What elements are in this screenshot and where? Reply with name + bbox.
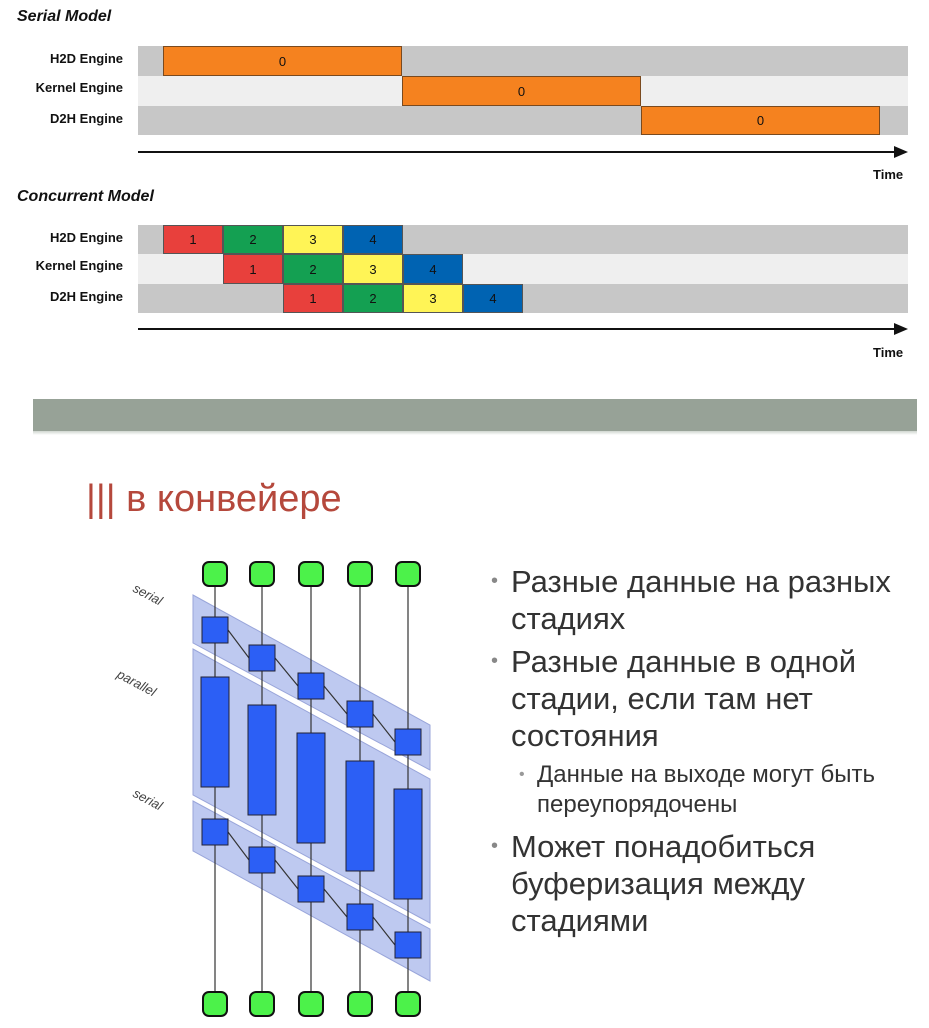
output-node-3 [299,992,323,1016]
serial-bottom-node-2 [249,847,275,873]
parallel-node-2 [248,705,276,815]
concurrent-time-label: Time [873,345,904,360]
serial-top-label: serial [130,580,166,609]
bullet-list [491,563,911,945]
serial-top-node-1 [202,617,228,643]
serial-kernel-label: Kernel Engine [35,80,123,95]
concurrent-h2d-label: H2D Engine [50,230,123,245]
concurrent-task-2-2: 2 [283,254,343,284]
parallel-node-4 [346,761,374,871]
bullet-dot-2: • [491,650,499,672]
parallel-node-3 [297,733,325,843]
concurrent-d2h-label: D2H Engine [50,289,123,304]
input-node-4 [348,562,372,586]
concurrent-task-1-3: 3 [283,225,343,254]
pipeline-diagram [100,555,440,1025]
slide-header-bar [33,399,917,431]
serial-time-arrow [894,146,908,158]
concurrent-task-3-4: 4 [463,284,523,313]
serial-task-3: 0 [641,106,880,135]
sub-bullet-dot-1: • [519,766,525,783]
concurrent-kernel-label: Kernel Engine [35,258,123,273]
concurrent-task-1-1: 1 [163,225,223,254]
serial-task-2: 0 [402,76,641,106]
slide-title: ||| в конвейере [86,478,342,520]
serial-bottom-node-4 [347,904,373,930]
concurrent-time-axis [138,328,896,330]
serial-top-node-3 [298,673,324,699]
slide-header-shadow [33,431,917,435]
concurrent-task-1-2: 2 [223,225,283,254]
serial-time-label: Time [873,167,904,182]
bullet-3 [491,828,911,939]
input-node-1 [203,562,227,586]
concurrent-task-1-4: 4 [343,225,403,254]
sub-bullet-1-text: Данные на выходе могут быть переупорядочены [537,761,875,818]
output-node-2 [250,992,274,1016]
concurrent-task-2-1: 1 [223,254,283,284]
input-node-3 [299,562,323,586]
serial-task-1: 0 [163,46,402,76]
serial-bottom-label: serial [130,785,166,814]
serial-bottom-node-3 [298,876,324,902]
concurrent-time-arrow [894,323,908,335]
concurrent-task-2-3: 3 [343,254,403,284]
bullet-2 [491,643,911,754]
sub-bullet-1 [491,760,911,820]
serial-bottom-node-5 [395,932,421,958]
serial-top-node-4 [347,701,373,727]
output-node-4 [348,992,372,1016]
serial-bottom-node-1 [202,819,228,845]
input-node-5 [396,562,420,586]
parallel-label: parallel [114,666,159,700]
concurrent-task-3-1: 1 [283,284,343,313]
serial-top-node-5 [395,729,421,755]
serial-top-node-2 [249,645,275,671]
concurrent-task-2-4: 4 [403,254,463,284]
serial-h2d-label: H2D Engine [50,51,123,66]
output-node-5 [396,992,420,1016]
bullet-3-text: Может понадобиться буферизация между стадиями [511,829,816,938]
bullet-1 [491,563,911,637]
parallel-node-5 [394,789,422,899]
serial-time-axis [138,151,896,153]
bullet-2-text: Разные данные в одной стадии, если там нет состояния [511,644,857,753]
serial-model-title: Serial Model [17,8,112,25]
bullet-dot-3: • [491,835,499,857]
concurrent-task-3-3: 3 [403,284,463,313]
concurrent-task-3-2: 2 [343,284,403,313]
output-node-1 [203,992,227,1016]
serial-d2h-label: D2H Engine [50,111,123,126]
bullet-dot-1: • [491,570,499,592]
parallel-node-1 [201,677,229,787]
concurrent-model-title: Concurrent Model [17,188,154,205]
input-node-2 [250,562,274,586]
bullet-1-text: Разные данные на разных стадиях [511,564,891,636]
concurrent-d2h-track [138,284,908,313]
